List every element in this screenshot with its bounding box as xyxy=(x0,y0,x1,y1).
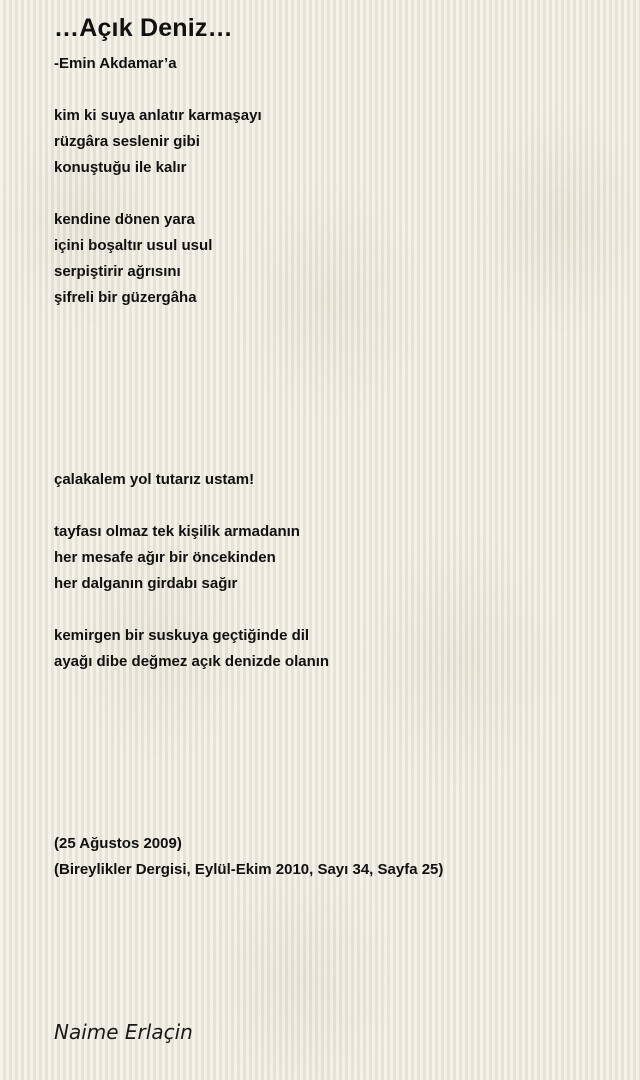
poem-title: …Açık Deniz… xyxy=(54,14,233,42)
stanza-gap xyxy=(54,389,624,415)
stanza-gap xyxy=(54,753,624,779)
stanza-gap xyxy=(54,597,624,623)
poem-line: her mesafe ağır bir öncekinden xyxy=(54,549,276,566)
stanza-gap xyxy=(54,415,624,441)
poem-line: (Bireylikler Dergisi, Eylül-Ekim 2010, Sayı 34, Sayfa 25) xyxy=(54,861,444,878)
poem-line: serpiştirir ağrısını xyxy=(54,263,181,280)
stanza-gap xyxy=(54,337,624,363)
stanza-gap xyxy=(54,311,624,337)
poem-line: konuştuğu ile kalır xyxy=(54,159,187,176)
author-signature: Naime Erlaçin xyxy=(54,1020,193,1044)
stanza-gap xyxy=(54,675,624,701)
stanza-gap xyxy=(54,441,624,467)
poem-line: ayağı dibe değmez açık denizde olanın xyxy=(54,653,330,670)
poem-line: rüzgâra seslenir gibi xyxy=(54,133,200,150)
poem-line: kendine dönen yara xyxy=(54,211,195,228)
poem-container xyxy=(54,12,624,883)
stanza-gap xyxy=(54,727,624,753)
poem-line: kemirgen bir suskuya geçtiğinde dil xyxy=(54,627,310,644)
stanza-gap xyxy=(54,701,624,727)
poem-line: içini boşaltır usul usul xyxy=(54,237,213,254)
poem-line: her dalganın girdabı sağır xyxy=(54,575,238,592)
stanza-gap xyxy=(54,181,624,207)
poem-line: şifreli bir güzergâha xyxy=(54,289,197,306)
poem-line: (25 Ağustos 2009) xyxy=(54,835,182,852)
stanza-gap xyxy=(54,779,624,805)
stanza-gap xyxy=(54,493,624,519)
poem-line: tayfası olmaz tek kişilik armadanın xyxy=(54,523,300,540)
poem-line: kim ki suya anlatır karmaşayı xyxy=(54,107,262,124)
stanza-gap xyxy=(54,363,624,389)
poem-body xyxy=(54,103,624,883)
poem-dedication: -Emin Akdamar’a xyxy=(54,55,177,72)
poem-line: çalakalem yol tutarız ustam! xyxy=(54,471,255,488)
stanza-gap xyxy=(54,805,624,831)
